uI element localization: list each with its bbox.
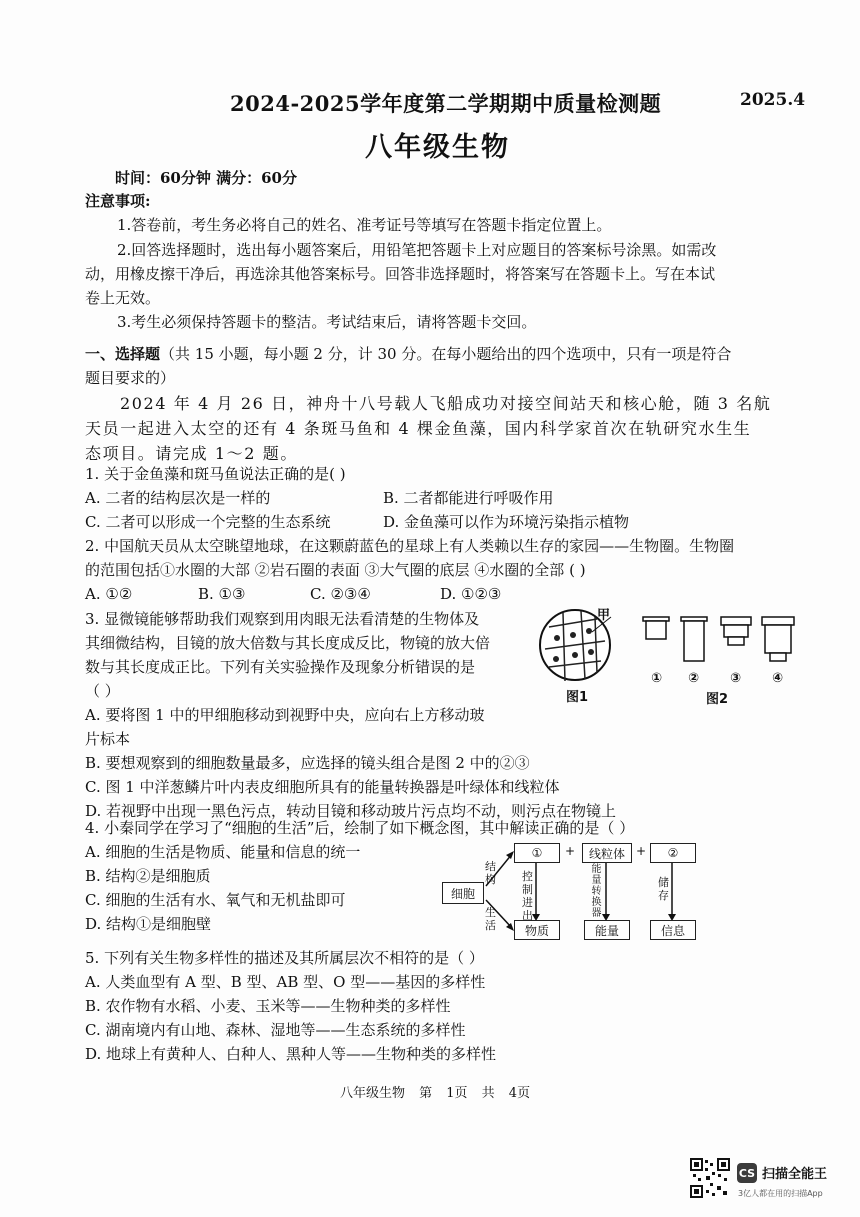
q1-option-b: B. 二者都能进行呼吸作用 [383, 489, 554, 507]
note-item: 1.答卷前，考生务必将自己的姓名、准考证号等填写在答题卡指定位置上。 [117, 216, 612, 234]
q3-line3: 数与其长度成正比。下列有关实验操作及现象分析错误的是 [85, 658, 476, 676]
q5-option-c: C. 湖南境内有山地、森林、湿地等——生态系统的多样性 [85, 1021, 466, 1039]
label-life: 生活 [485, 906, 496, 932]
figure2-label: 图2 [706, 692, 729, 707]
lens-number: ④ [772, 671, 784, 686]
q3-option-c: C. 图 1 中洋葱鳞片叶内表皮细胞所具有的能量转换器是叶绿体和线粒体 [85, 778, 560, 796]
q3-line4: （ ） [85, 682, 120, 700]
node-info: 信息 [650, 920, 696, 940]
q2-option-c: C. ②③④ [310, 585, 371, 603]
q4-option-b: B. 结构②是细胞质 [85, 867, 211, 885]
exam-date: 2025.4 [740, 90, 806, 110]
lens-number: ③ [730, 671, 742, 686]
q4-stem: 4. 小秦同学在学习了“细胞的生活”后，绘制了如下概念图，其中解读正确的是（ ） [85, 819, 635, 837]
story-line: 2024 年 4 月 26 日，神舟十八号载人飞船成功对接空间站天和核心舱，随 3 名航 [120, 394, 772, 413]
q3-option-b: B. 要想观察到的细胞数量最多，应选择的镜头组合是图 2 中的②③ [85, 754, 530, 772]
note-item: 2.回答选择题时，选出每小题答案后，用铅笔把答题卡上对应题目的答案标号涂黑。如需改 [117, 241, 717, 259]
label-energy-convert: 能量转换器 [591, 864, 602, 919]
notes-heading: 注意事项: [85, 192, 151, 210]
figure1-label: 图1 [566, 690, 589, 705]
story-line: 态项目。请完成 1～2 题。 [85, 444, 298, 463]
section-desc-2: 题目要求的） [85, 369, 176, 387]
section-desc: （共 15 小题，每小题 2 分，计 30 分。在每小题给出的四个选项中，只有一项是符合 [160, 345, 732, 363]
subject-title: 八年级生物 [365, 132, 510, 163]
q3-option-d: D. 若视野中出现一黑色污点，转动目镜和移动玻片污点均不动，则污点在物镜上 [85, 802, 617, 820]
q4-option-a: A. 细胞的生活是物质、能量和信息的统一 [85, 843, 361, 861]
q2-option-b: B. ①③ [198, 585, 246, 603]
q5-option-b: B. 农作物有水稻、小麦、玉米等——生物种类的多样性 [85, 997, 451, 1015]
q1-option-c: C. 二者可以形成一个完整的生态系统 [85, 513, 331, 531]
q2-option-a: A. ①② [85, 585, 133, 603]
q3-option-a: A. 要将图 1 中的甲细胞移动到视野中央，应向右上方移动玻 [85, 706, 485, 724]
q5-stem: 5. 下列有关生物多样性的描述及其所属层次不相符的是（ ） [85, 949, 484, 967]
q1-option-a: A. 二者的结构层次是一样的 [85, 489, 271, 507]
node-matter: 物质 [514, 920, 560, 940]
section-heading-line [85, 342, 731, 366]
node-cell: 细胞 [442, 882, 484, 904]
lens-number: ① [651, 671, 663, 686]
q2-line1: 2. 中国航天员从太空眺望地球，在这颗蔚蓝色的星球上有人类赖以生存的家园——生物圈。生物圈 [85, 537, 735, 555]
q5-option-a: A. 人类血型有 A 型、B 型、AB 型、O 型——基因的多样性 [85, 973, 486, 991]
plus-sign: + [636, 844, 647, 858]
note-item: 卷上无效。 [85, 289, 161, 307]
plus-sign: + [565, 844, 576, 858]
node-mitochondria: 线粒体 [582, 843, 632, 863]
figure2-lenses [640, 612, 800, 667]
page-footer: 八年级生物 第 1页 共 4页 [340, 1086, 531, 1101]
q3-line2: 其细微结构，目镜的放大倍数与其长度成反比，物镜的放大倍 [85, 634, 491, 652]
node-structure-1: ① [514, 843, 560, 863]
lens-number: ② [688, 671, 700, 686]
story-line: 天员一起进入太空的还有 4 条斑马鱼和 4 棵金鱼藻，国内科学家首次在轨研究水生生 [85, 419, 752, 438]
qr-code-icon [690, 1158, 730, 1198]
section-title: 一、选择题 [85, 345, 161, 363]
time-and-score: 时间：60分钟 满分：60分 [115, 169, 297, 187]
q4-option-c: C. 细胞的生活有水、氧气和无机盐即可 [85, 891, 346, 909]
concept-diagram [440, 840, 720, 945]
label-structure: 结构 [485, 860, 496, 886]
q1-stem: 1. 关于金鱼藻和斑马鱼说法正确的是( ) [85, 465, 346, 483]
label-control: 控制进出 [522, 870, 533, 922]
q2-option-d: D. ①②③ [440, 585, 502, 603]
q4-option-d: D. 结构①是细胞壁 [85, 915, 212, 933]
figure1-marker: 甲 [597, 608, 611, 623]
scanner-tagline: 3亿人都在用的扫描App [738, 1189, 823, 1198]
label-store: 储存 [658, 876, 669, 902]
q2-line2: 的范围包括①水圈的大部 ②岩石圈的表面 ③大气圈的底层 ④水圈的全部 ( ) [85, 561, 586, 579]
note-item: 动，用橡皮擦干净后，再选涂其他答案标号。回答非选择题时，将答案写在答题卡上。写在本试 [85, 265, 716, 283]
node-energy: 能量 [584, 920, 630, 940]
node-structure-2: ② [650, 843, 696, 863]
q3-line1: 3. 显微镜能够帮助我们观察到用肉眼无法看清楚的生物体及 [85, 610, 480, 628]
q1-option-d: D. 金鱼藻可以作为环境污染指示植物 [383, 513, 630, 531]
q5-option-d: D. 地球上有黄种人、白种人、黑种人等——生物种类的多样性 [85, 1045, 497, 1063]
note-item: 3.考生必须保持答题卡的整洁。考试结束后，请将答题卡交回。 [117, 313, 537, 331]
exam-title: 2024-2025学年度第二学期期中质量检测题 [230, 91, 662, 116]
scanner-brand: 扫描全能王 [762, 1167, 828, 1182]
scanner-logo-icon: CS [737, 1163, 757, 1183]
q3-option-a-cont: 片标本 [85, 730, 131, 748]
